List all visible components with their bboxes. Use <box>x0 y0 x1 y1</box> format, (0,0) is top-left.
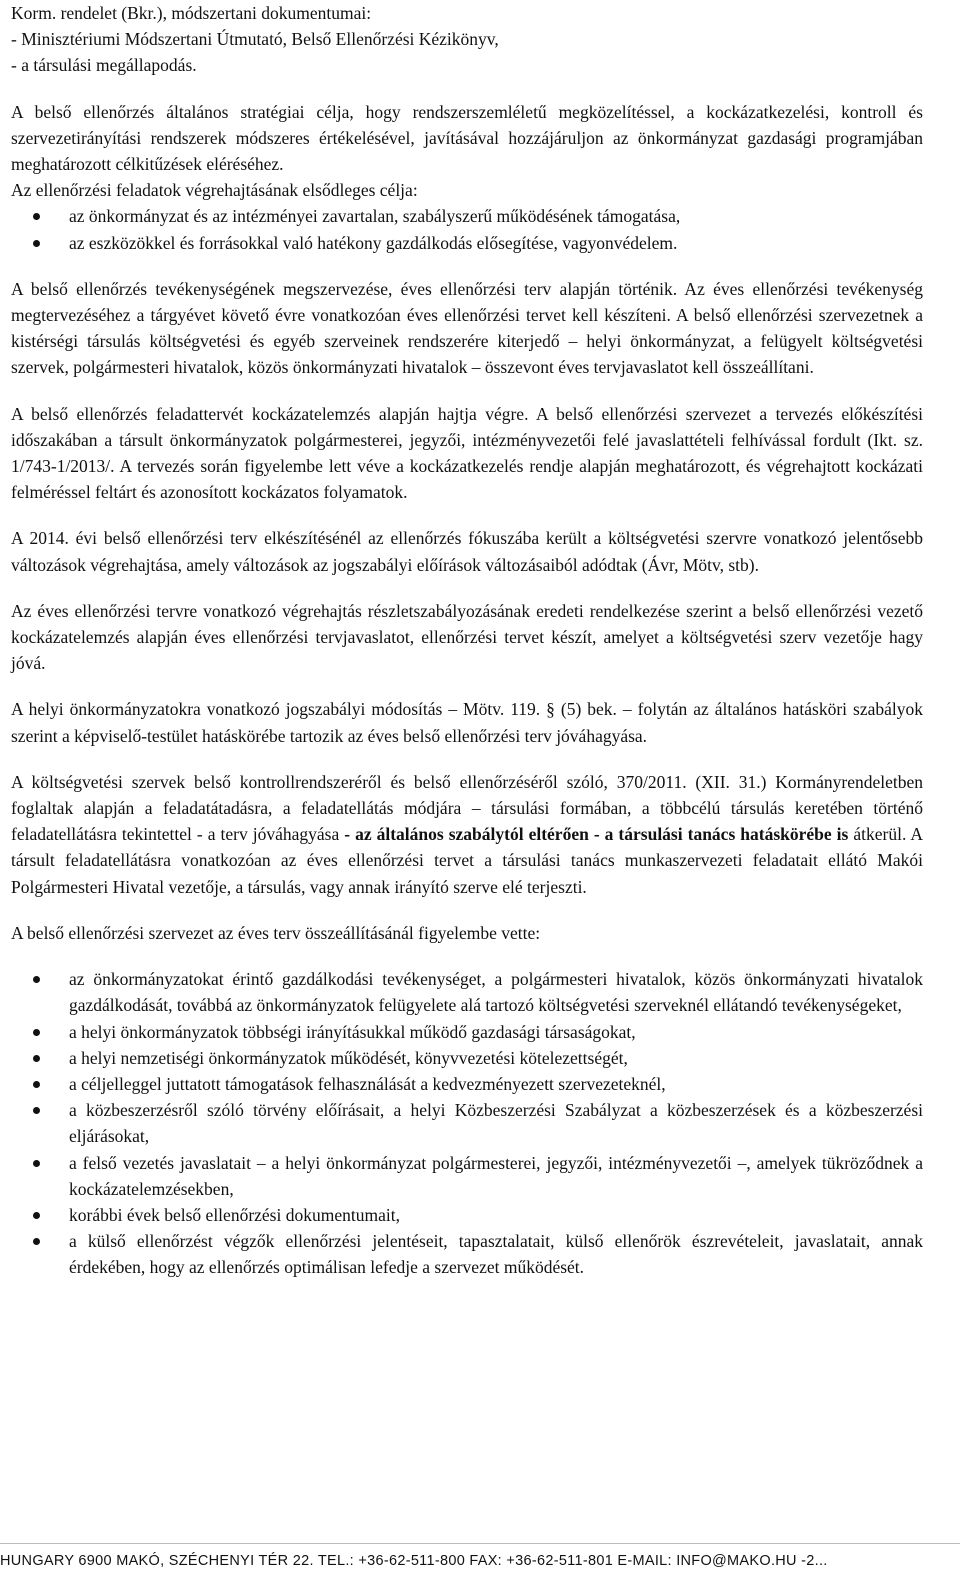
list-item: a céljelleggel juttatott támogatások felhasználását a kedvezményezett szervezeteknél, <box>11 1071 923 1097</box>
list-item: az önkormányzat és az intézményei zavartalan, szabályszerű működésének támogatása, <box>11 203 923 229</box>
footer-divider <box>0 1543 960 1544</box>
spacer <box>11 505 923 525</box>
paragraph-legal-change: A helyi önkormányzatokra vonatkozó jogszabályi módosítás – Mötv. 119. § (5) bek. – folytán az általános hatásköri szabályok szerint a képviselő-testület hatáskörébe tartozik az éves belső ellenőrzési terv jóváhagyása. <box>11 699 923 746</box>
bullet-icon <box>33 1212 40 1219</box>
bullet-icon <box>33 1107 40 1114</box>
list-item: az eszközökkel és forrásokkal való hatékony gazdálkodás elősegítése, vagyonvédelem. <box>11 230 923 256</box>
bullet-icon <box>33 1238 40 1245</box>
paragraph-considerations-intro: A belső ellenőrzési szervezet az éves terv összeállításánál figyelembe vette: <box>11 922 541 943</box>
bullet-icon <box>33 213 40 220</box>
paragraph-government-decree: A költségvetési szervek belső kontrollrendszeréről és belső ellenőrzéséről szóló, 370/2011. (XII. 31.) Kormányrendeletben foglaltak alapján a feladatátadásra, a feladatellátás módjára – társulási formában, a többcélú társulás keretében történő feladatellátásra tekintettel - a terv jóváhagyása - az általános szabálytól eltérően - a társulási tanács hatáskörébe is átkerül. A társult feladatellátásra vonatkozóan az éves ellenőrzési tervet a társulási tanács munkaszervezeti feladatait ellátó Makói Polgármesteri Hivatal vezetője, a társulás, vagy annak irányító szerve elé terjeszti. <box>11 771 923 897</box>
goals-list <box>11 203 923 255</box>
intro-line: - Minisztériumi Módszertani Útmutató, Belső Ellenőrzési Kézikönyv, <box>11 29 499 50</box>
list-item: korábbi évek belső ellenőrzési dokumentumait, <box>11 1202 923 1228</box>
bullet-icon <box>33 1029 40 1036</box>
intro-line: Korm. rendelet (Bkr.), módszertani dokumentumai: <box>11 3 372 23</box>
intro-line: - a társulási megállapodás. <box>11 55 197 76</box>
list-item: a helyi önkormányzatok többségi irányításukkal működő gazdasági társaságokat, <box>11 1019 923 1045</box>
list-item: a külső ellenőrzést végzők ellenőrzési jelentéseit, tapasztalatait, külső ellenőrök észrevételeit, javaslatait, annak érdekében, hogy az ellenőrzés optimálisan lefedje a szervezet működését. <box>11 1228 923 1280</box>
list-item: az önkormányzatokat érintő gazdálkodási tevékenységet, a polgármesteri hivatalok, közös önkormányzati hivatalok gazdálkodását, továbbá az önkormányzatok felügyelete alá tartozó költségvetési szerveknél ellátandó tevékenységeket, <box>11 966 923 1018</box>
paragraph-strategy: A belső ellenőrzés általános stratégiai célja, hogy rendszerszemléletű megközelítéssel, a kockázatkezelési, kontroll és szervezetirányítási rendszerek módszeres értékelésével, javításával hozzájáruljon az önkormányzat gazdasági programjában meghatározott célkitűzések eléréséhez. <box>11 101 923 175</box>
spacer <box>11 946 923 966</box>
bullet-icon <box>33 1081 40 1088</box>
bullet-icon <box>33 1160 40 1167</box>
list-item: a felső vezetés javaslatait – a helyi önkormányzat polgármesterei, jegyzői, intézményvezetői –, amelyek tükröződnek a kockázatelemzésekben, <box>11 1150 923 1202</box>
bullet-icon <box>33 1055 40 1062</box>
spacer <box>11 256 923 276</box>
spacer <box>11 900 923 920</box>
spacer <box>11 578 923 598</box>
bullet-icon <box>33 976 40 983</box>
paragraph-2014-plan: A 2014. évi belső ellenőrzési terv elkészítésénél az ellenőrzés fókuszába került a költségvetési szervre vonatkozó jelentősebb változások végrehajtása, amely változások az jogszabályi előírások változásaiból adódtak (Ávr, Mötv, stb). <box>11 528 923 575</box>
spacer <box>11 749 923 769</box>
paragraph-plan-approval: Az éves ellenőrzési tervre vonatkozó végrehajtás részletszabályozásának eredeti rendelkezése szerint a belső ellenőrzési vezető kockázatelemzés alapján éves ellenőrzési tervjavaslatot, ellenőrzési tervet készít, amelyet a költségvetési szerv vezetője hagy jóvá. <box>11 600 923 674</box>
spacer <box>11 79 923 99</box>
list-item: a közbeszerzésről szóló törvény előírásait, a helyi Közbeszerzési Szabályzat a közbeszerzések és a közbeszerzési eljárásokat, <box>11 1097 923 1149</box>
spacer <box>11 381 923 401</box>
bold-emphasis: - az általános szabálytól eltérően - a társulási tanács hatáskörébe is <box>344 824 849 845</box>
document-page <box>11 0 923 1281</box>
list-item: a helyi nemzetiségi önkormányzatok működését, könyvvezetési kötelezettségét, <box>11 1045 923 1071</box>
paragraph-goals-intro: Az ellenőrzési feladatok végrehajtásának elsődleges célja: <box>11 180 418 201</box>
page-footer: HUNGARY 6900 MAKÓ, SZÉCHENYI TÉR 22. TEL.: +36-62-511-800 FAX: +36-62-511-801 E-MAIL: INFO@MAKO.HU -2... <box>0 1553 828 1569</box>
paragraph-organization: A belső ellenőrzés tevékenységének megszervezése, éves ellenőrzési terv alapján történik. Az éves ellenőrzési tevékenység megtervezéséhez a tárgyévet követő évre vonatkozóan éves ellenőrzési tervet kell készíteni. A belső ellenőrzési szervezetnek a kistérségi társulás költségvetési és egyéb szerveinek rendszerére kiterjedő – helyi önkormányzat, a felügyelt költségvetési szervek, polgármesteri hivatalok, közös önkormányzati hivatalok – összevont éves tervjavaslatot kell összeállítani. <box>11 278 923 378</box>
spacer <box>11 676 923 696</box>
considerations-list <box>11 966 923 1280</box>
bullet-icon <box>33 240 40 247</box>
paragraph-risk-analysis: A belső ellenőrzés feladattervét kockázatelemzés alapján hajtja végre. A belső ellenőrzési szervezet a tervezés előkészítési időszakában a társult önkormányzatok polgármesterei, jegyzői, intézményvezetői felé javaslattételi felhívással fordult (Ikt. sz. 1/743-1/2013/. A tervezés során figyelembe lett véve a kockázatkezelés rendje alapján meghatározott, és végrehajtott kockázati felméréssel feltárt és azonosított kockázatos folyamatok. <box>11 403 923 503</box>
